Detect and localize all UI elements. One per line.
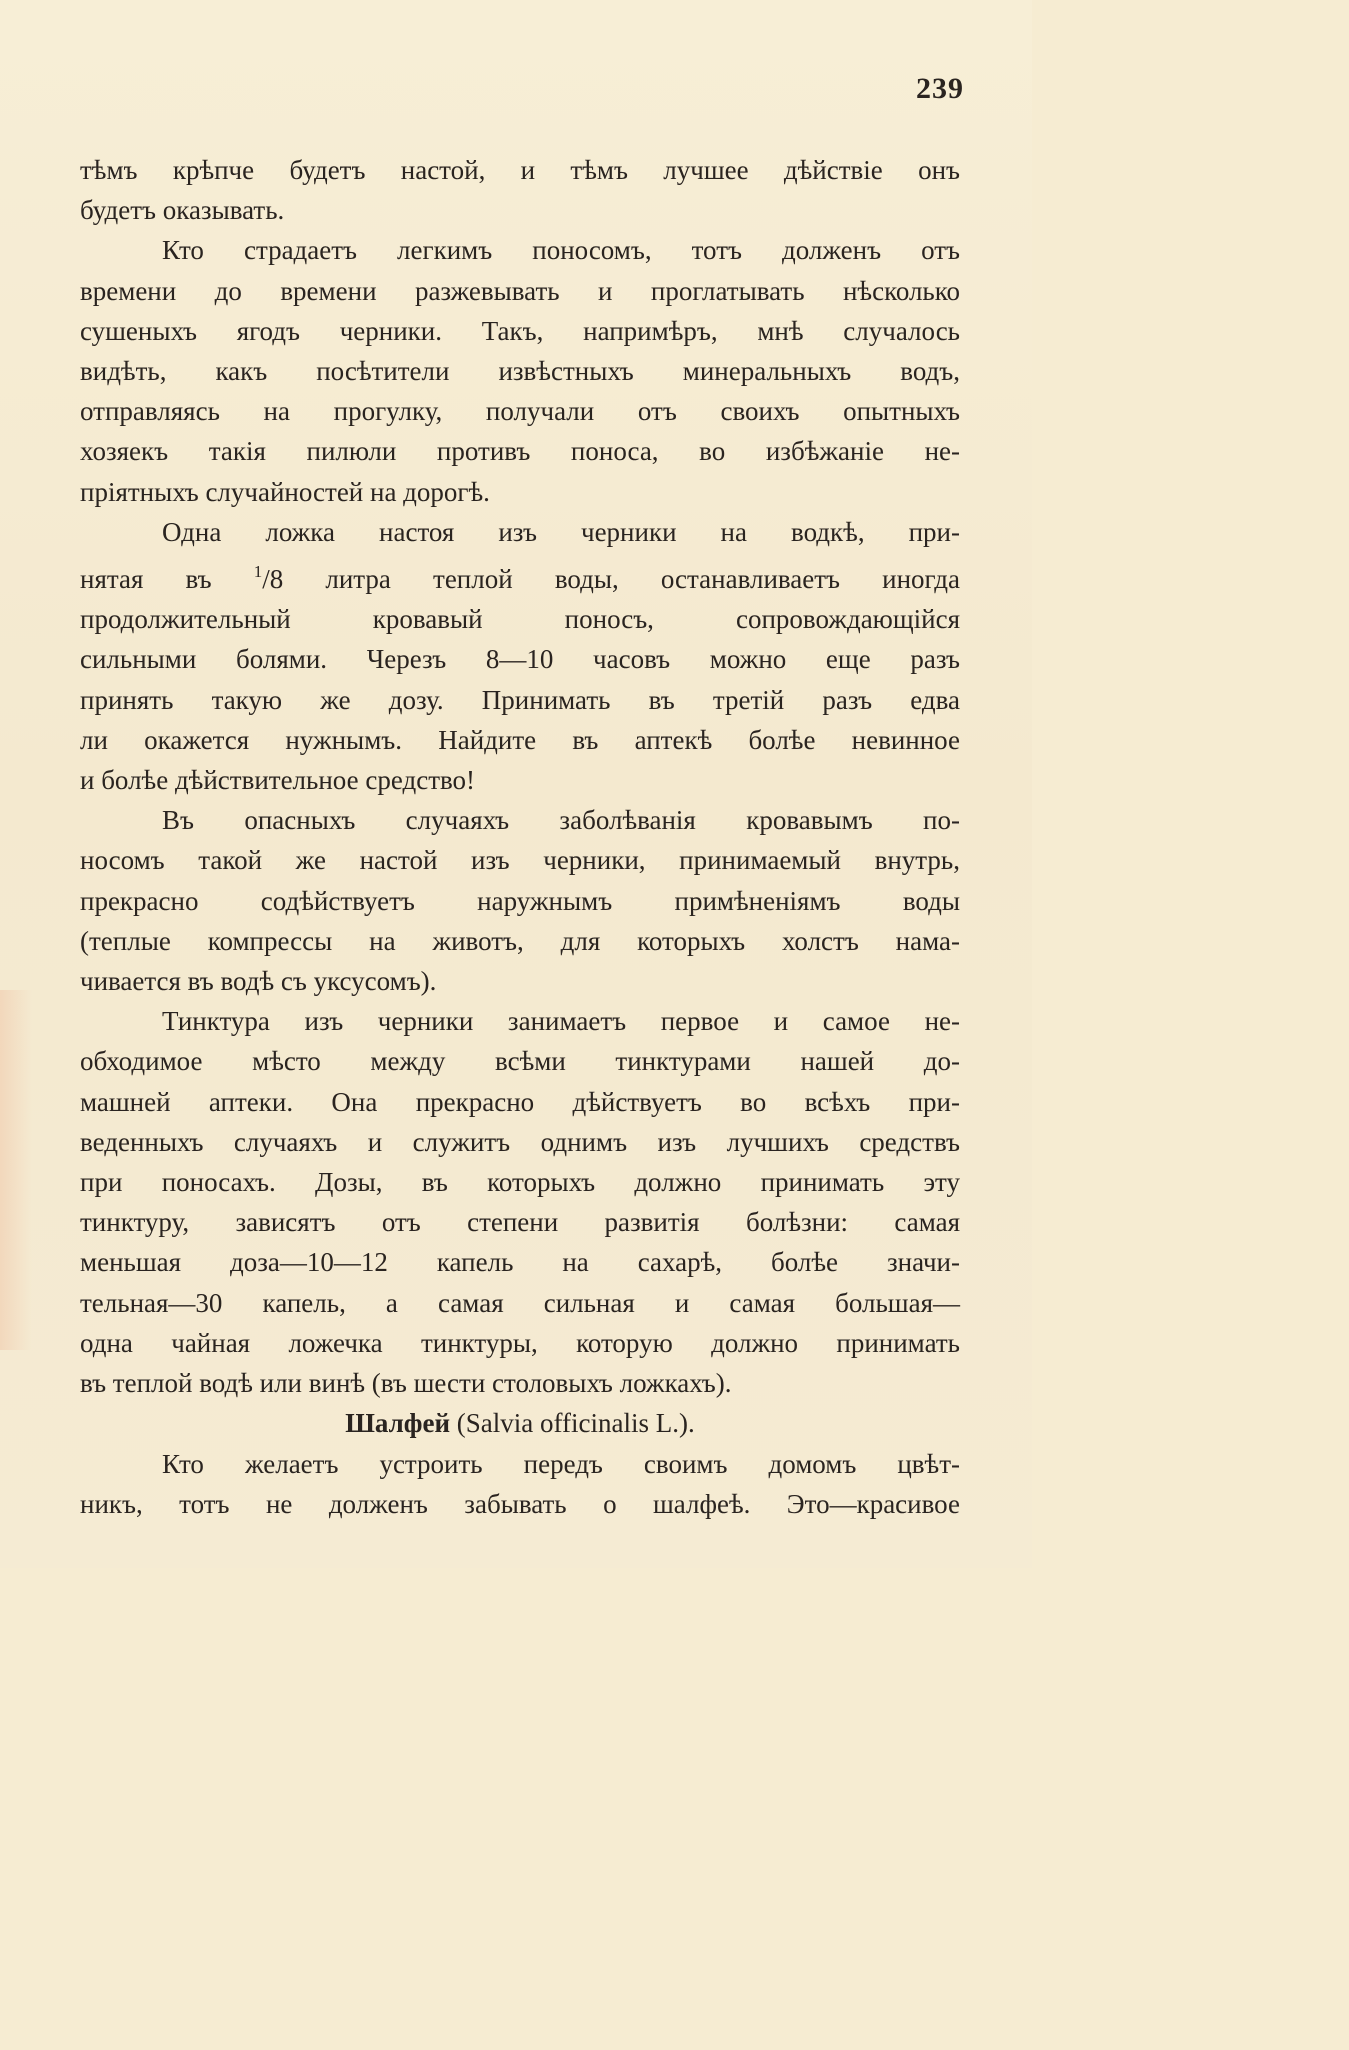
text-line: тельная—30 капель, а самая сильная и самая большая— (80, 1287, 960, 1318)
text-line: Кто страдаетъ легкимъ поносомъ, тотъ долженъ отъ (162, 235, 960, 266)
text-line: хозяекъ такія пилюли противъ поноса, во избѣжаніе не- (80, 436, 960, 467)
text-line: времени до времени разжевывать и проглатывать нѣсколько (80, 275, 960, 306)
text-line: продолжительный кровавый поносъ, сопровождающійся (80, 604, 960, 635)
text-line: будетъ оказывать. (80, 195, 285, 226)
fraction-superscript: 1 (253, 562, 263, 582)
text-line: обходимое мѣсто между всѣми тинктурами нашей до- (80, 1046, 960, 1077)
text-line: сильными болями. Черезъ 8—10 часовъ можно еще разъ (80, 644, 960, 675)
text-line: Въ опасныхъ случаяхъ заболѣванія кровавымъ по- (162, 805, 960, 836)
text-line: Одна ложка настоя изъ черники на водкѣ, при- (162, 516, 960, 547)
text-line: видѣть, какъ посѣтители извѣстныхъ минеральныхъ водъ, (80, 356, 960, 387)
page-number: 239 (916, 72, 964, 105)
text-line (80, 552, 960, 599)
text-line: чивается въ водѣ съ уксусомъ). (80, 966, 437, 997)
text-line: пріятныхъ случайностей на дорогѣ. (80, 476, 490, 507)
text-line: въ теплой водѣ или винѣ (въ шести столовыхъ ложкахъ). (80, 1368, 732, 1399)
page-stain (0, 990, 32, 1350)
text-line: носомъ такой же настой изъ черники, принимаемый внутрь, (80, 845, 960, 876)
text-line: машней аптеки. Она прекрасно дѣйствуетъ во всѣхъ при- (80, 1086, 960, 1117)
text-line: одна чайная ложечка тинктуры, которую должно принимать (80, 1327, 960, 1358)
section-heading-name: Шалфей (345, 1408, 451, 1439)
text-line: веденныхъ случаяхъ и служитъ однимъ изъ лучшихъ средствъ (80, 1126, 960, 1157)
text-line: Тинктура изъ черники занимаетъ первое и самое не- (162, 1006, 960, 1037)
text-line: принять такую же дозу. Принимать въ третій разъ едва (80, 684, 960, 715)
text-line: меньшая доза—10—12 капель на сахарѣ, болѣе значи- (80, 1247, 960, 1278)
text-lines (80, 150, 960, 1403)
text-line: никъ, тотъ не долженъ забывать о шалфеѣ. Это—красивое (80, 1488, 960, 1519)
text-line: (теплые компрессы на животъ, для которыхъ холстъ нама- (80, 925, 960, 956)
text-line: при поносахъ. Дозы, въ которыхъ должно принимать эту (80, 1167, 960, 1198)
text-line: ли окажется нужнымъ. Найдите въ аптекѣ болѣе невинное (80, 724, 960, 755)
text-line: сушеныхъ ягодъ черники. Такъ, напримѣръ, мнѣ случалось (80, 315, 960, 346)
text-line: тѣмъ крѣпче будетъ настой, и тѣмъ лучшее дѣйствіе онъ (80, 155, 960, 185)
section-heading (80, 1403, 960, 1443)
text-line: отправляясь на прогулку, получали отъ своихъ опытныхъ (80, 396, 960, 427)
text-line: прекрасно содѣйствуетъ наружнымъ примѣненіямъ воды (80, 885, 960, 916)
closing-text-lines (80, 1444, 960, 1524)
text-line: Кто желаетъ устроить передъ своимъ домомъ цвѣт- (162, 1448, 960, 1479)
section-heading-latin: (Salvia officinalis L.). (450, 1408, 695, 1439)
text-segment: /8 литра теплой воды, останавливаетъ иногда (262, 564, 960, 595)
text-line: тинктуру, зависятъ отъ степени развитія болѣзни: самая (80, 1207, 960, 1238)
text-line: и болѣе дѣйствительное средство! (80, 765, 476, 796)
text-segment: нятая въ (80, 564, 254, 595)
body-text (80, 150, 960, 1524)
